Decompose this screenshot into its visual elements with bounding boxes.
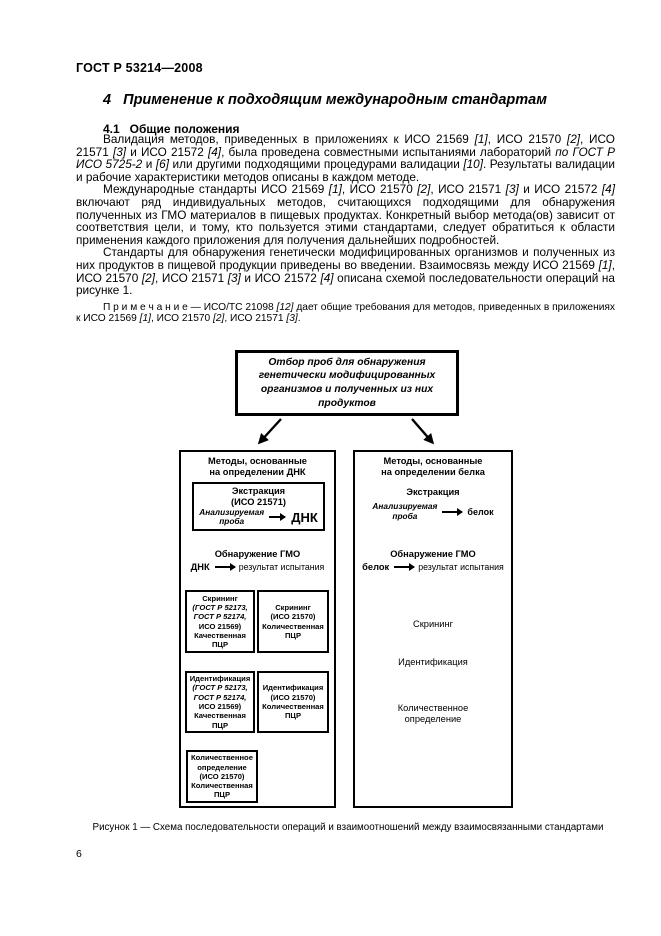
protein-output-label: белок — [467, 506, 494, 517]
screening-qualitative-box: Скрининг (ГОСТ Р 52173, ГОСТ Р 52174, ИСО 21569) Качественная ПЦР — [185, 590, 255, 653]
dna-detection-title: Обнаружение ГМО — [214, 549, 301, 559]
dna-column-header: Методы, основанные на определении ДНК — [208, 456, 307, 478]
test-result-label: результат испытания — [238, 562, 325, 572]
protein-detection-title: Обнаружение ГМО — [390, 549, 476, 559]
protein-screening-label: Скрининг — [413, 619, 453, 629]
paragraph-validation: Валидация методов, приведенных в приложениях к ИСО 21569 [1], ИСО 21570 [2], ИСО 21571 [3] и ИСО 21572 [4], была проведена совместными испытаниями лабораторий по ГОСТ Р ИСО 5725-2 и [6] или другими подходящими процедурами валидации [10]. Результаты валидации и рабочие характеристики методов описаны в каждом методе. — [76, 132, 616, 184]
doc-number: ГОСТ Р 53214—2008 — [76, 61, 203, 75]
protein-label: белок — [362, 562, 390, 572]
subsection-title: 4.1 Общие положения — [103, 122, 240, 136]
dna-extraction-box — [192, 482, 325, 531]
dna-sample-label: Анализируемая проба — [199, 506, 265, 527]
page-number: 6 — [76, 848, 82, 860]
right-arrow-icon — [215, 566, 235, 568]
protein-extraction-title: Экстракция — [406, 487, 460, 497]
dna-label: ДНК — [190, 562, 210, 572]
protein-column-header: Методы, основанные на определении белка — [381, 456, 485, 478]
dna-detection-block — [179, 549, 336, 572]
arrow-sampling-to-protein — [412, 419, 432, 442]
protein-sample-label: Анализируемая проба — [372, 501, 438, 521]
dna-detection-flow — [179, 562, 336, 572]
screening-quantitative-box: Скрининг (ИСО 21570) Количественная ПЦР — [257, 590, 329, 653]
figure-1-flowchart — [0, 345, 661, 823]
section-title: 4 Применение к подходящим международным стандартам — [103, 92, 547, 108]
dna-extraction-title: Экстракция (ИСО 21571) — [230, 486, 287, 507]
protein-identification-label: Идентификация — [398, 657, 468, 667]
paragraph-standards: Международные стандарты ИСО 21569 [1], ИСО 21570 [2], ИСО 21571 [3] и ИСО 21572 [4] включают ряд индивидуальных методов, считающихся подходящими для обнаружения полученных из ГМО материалов в пищевых продуктах. Конкретный выбор метода(ов) зависит от соответствия цели, и тому, кто пользуется этими стандартами, следует обратиться к области применения каждого приложения для получения дальнейших подробностей. — [76, 182, 615, 247]
sampling-box: Отбор проб для обнаружения генетически модифицированных организмов и полученных из них продуктов — [235, 350, 459, 416]
protein-detection-flow — [353, 562, 513, 572]
protein-detection-block — [353, 549, 513, 572]
figure-caption: Рисунок 1 — Схема последовательности операций и взаимоотношений между взаимосвязанными стандартами — [92, 822, 604, 833]
right-arrow-icon — [442, 511, 462, 513]
paragraph-relationship: Стандарты для обнаружения генетически модифицированных организмов и полученных из них продуктов в пищевой продукции приведены во введении. Взаимосвязь между ИСО 21569 [1], ИСО 21570 [2], ИСО 21571 [3] и ИСО 21572 [4] описана схемой последовательности операций на рисунке 1. — [76, 245, 615, 298]
dna-output-label: ДНК — [291, 509, 318, 525]
protein-quantification-label: Количественное определение — [397, 703, 469, 724]
identification-qualitative-box: Идентификация (ГОСТ Р 52173, ГОСТ Р 52174, ИСО 21569) Качественная ПЦР — [185, 671, 255, 733]
test-result-label: результат испытания — [418, 562, 504, 572]
right-arrow-icon — [269, 516, 285, 518]
right-arrow-icon — [394, 566, 414, 568]
body-text — [76, 133, 615, 325]
arrow-sampling-to-dna — [260, 419, 281, 442]
dna-extraction-flow — [194, 508, 323, 527]
protein-extraction-flow — [353, 502, 513, 521]
identification-quantitative-box: Идентификация (ИСО 21570) Количественная ПЦР — [257, 671, 329, 733]
note-paragraph: П р и м е ч а н и е — ИСО/ТС 21098 [12] дает общие требования для методов, приведенных в приложениях к ИСО 21569 [1], ИСО 21570 [2], ИСО 21571 [3]. — [76, 301, 615, 325]
quantification-box: Количественное определение (ИСО 21570) Количественная ПЦР — [186, 750, 258, 803]
